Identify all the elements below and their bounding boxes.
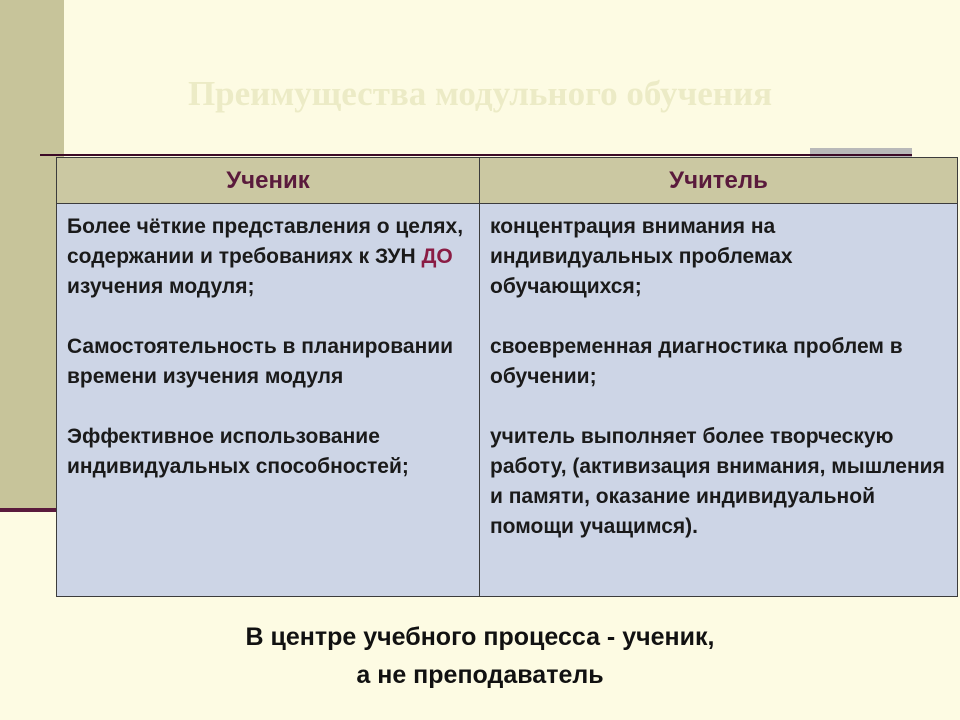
teacher-point-2: своевременная диагностика проблем в обучении; bbox=[490, 335, 903, 388]
table-header-row bbox=[57, 158, 958, 204]
table-body-row bbox=[57, 204, 958, 597]
footer-line-1: В центре учебного процесса - ученик, bbox=[245, 623, 715, 651]
student-point-2: Самостоятельность в планировании времени изучения модуля bbox=[67, 335, 454, 388]
student-point-1-before: Более чёткие представления о целях, содержании и требованиях к ЗУН bbox=[67, 215, 464, 268]
header-student: Ученик bbox=[57, 158, 480, 204]
teacher-point-3: учитель выполняет более творческую работу, (активизация внимания, мышления и памяти, оказание индивидуальной помощи учащимся). bbox=[490, 425, 945, 538]
teacher-cell bbox=[480, 204, 958, 597]
student-point-1-highlight: ДО bbox=[421, 245, 453, 268]
header-teacher: Учитель bbox=[480, 158, 958, 204]
student-point-3: Эффективное использование индивидуальных способностей; bbox=[67, 425, 409, 478]
student-point-1 bbox=[67, 212, 469, 302]
student-cell bbox=[57, 204, 480, 597]
teacher-point-1: концентрация внимания на индивидуальных проблемах обучающихся; bbox=[490, 215, 793, 298]
footer-conclusion bbox=[0, 618, 960, 694]
title-divider bbox=[40, 154, 912, 156]
comparison-table bbox=[56, 157, 958, 597]
student-point-1-after: изучения модуля; bbox=[67, 275, 255, 298]
slide-title: Преимущества модульного обучения bbox=[187, 74, 773, 113]
footer-line-2: а не преподаватель bbox=[356, 661, 604, 689]
